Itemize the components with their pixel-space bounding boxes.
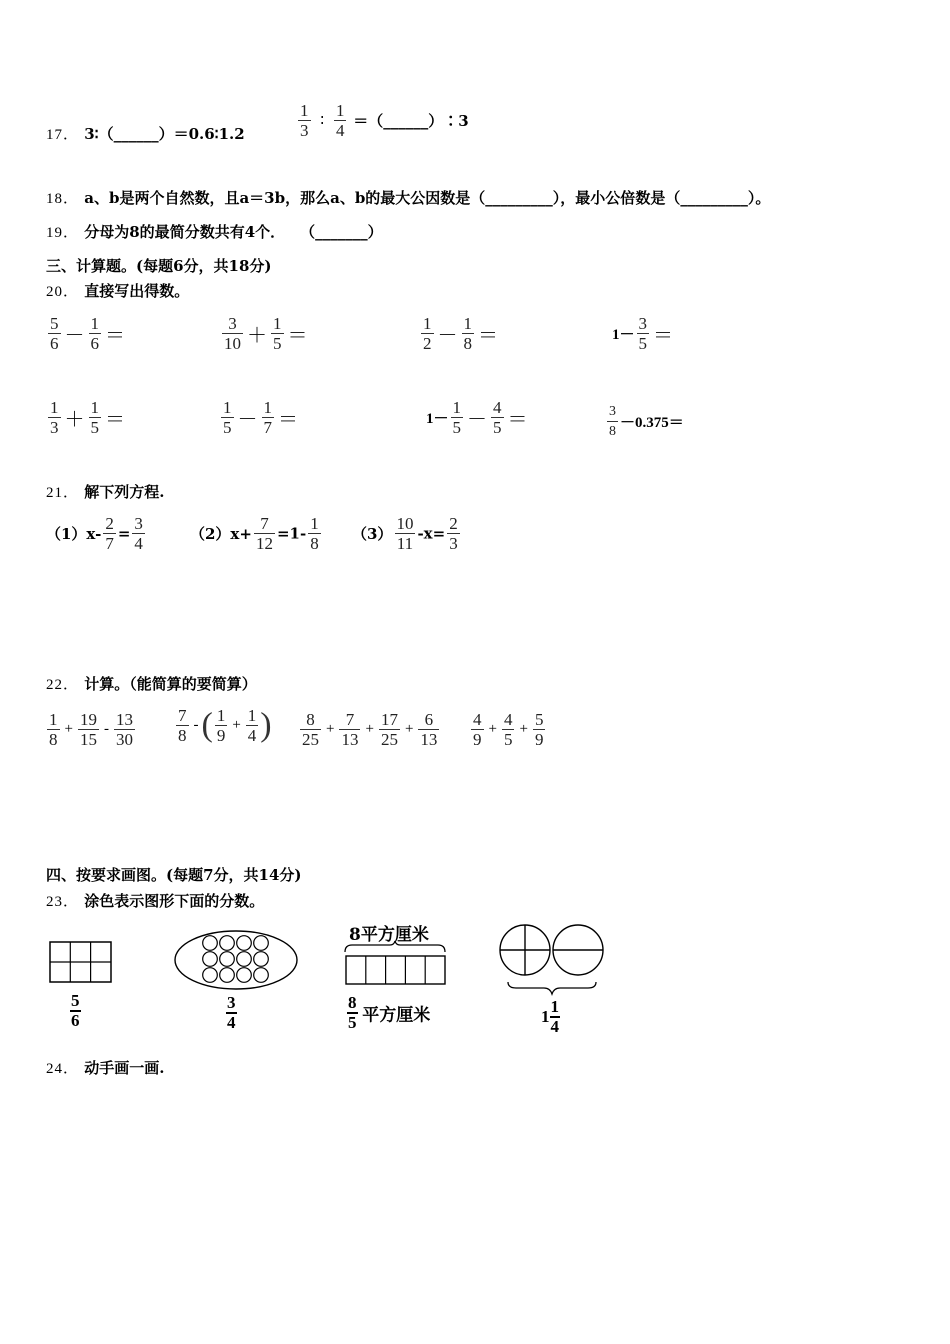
question-text: 分母为8的最简分数共有4个． （_______） bbox=[84, 223, 383, 241]
question-text: 计算。（能简算的要简算） bbox=[84, 675, 257, 693]
fig3-top-label: 8平方厘米 bbox=[349, 925, 429, 945]
equation-2: （2）x+ $\frac{7}{12}$ =1- $\frac{1}{8}$ bbox=[190, 514, 319, 553]
fraction: $\frac{3}{8}$ bbox=[609, 404, 616, 439]
fig1-fraction bbox=[70, 992, 81, 1030]
fraction: $\frac{1}{6}$ bbox=[90, 314, 99, 353]
fraction: $\frac{7}{12}$ bbox=[255, 514, 273, 553]
question-23 bbox=[46, 890, 264, 911]
calc-item: 1－ $\frac{1}{5}$ － $\frac{4}{5}$ ＝ bbox=[426, 398, 528, 437]
fraction: $\frac{1}{3}$ bbox=[300, 101, 309, 140]
equation-3: （3） $\frac{10}{11}$ -x= $\frac{2}{3}$ bbox=[352, 514, 458, 553]
section-heading-3: 三、计算题。(每题6分，共18分) bbox=[46, 257, 272, 275]
question-17 bbox=[46, 123, 245, 144]
question-text: 解下列方程. bbox=[84, 483, 165, 501]
calc-item: $\frac{3}{8}$ －0.375＝ bbox=[609, 404, 684, 439]
fraction: $\frac{2}{7}$ bbox=[105, 514, 114, 553]
ratio-blank-2: ＝（______）∶3 bbox=[353, 112, 469, 130]
question-number: 21． bbox=[46, 485, 80, 501]
fraction: $\frac{5}{6}$ bbox=[50, 314, 59, 353]
fraction: $\frac{1}{2}$ bbox=[423, 314, 432, 353]
fraction: $\frac{4}{5}$ bbox=[493, 398, 502, 437]
fraction: $\frac{3}{5}$ bbox=[638, 314, 648, 353]
question-number: 17． bbox=[46, 127, 80, 143]
question-20 bbox=[46, 280, 189, 301]
fraction: $\frac{5}{9}$ bbox=[534, 710, 544, 749]
question-number: 19． bbox=[46, 225, 80, 241]
fraction: $\frac{1}{4}$ bbox=[335, 101, 345, 140]
question-21 bbox=[46, 481, 164, 502]
fraction: $\frac{1}{8}$ bbox=[463, 314, 472, 353]
calc-expression-2: $\frac{7}{8}$ -( $\frac{1}{9}$ + $\frac{1}{4}$ ) bbox=[178, 706, 272, 745]
fraction: $\frac{13}{30}$ bbox=[115, 710, 133, 749]
fraction: $\frac{8}{5}$ bbox=[348, 993, 357, 1032]
fraction: $\frac{1}{5}$ bbox=[223, 398, 232, 437]
fraction: $\frac{2}{3}$ bbox=[449, 514, 458, 553]
fraction: $\frac{1}{7}$ bbox=[263, 398, 272, 437]
fig2-fraction bbox=[226, 994, 237, 1032]
fraction: $\frac{4}{9}$ bbox=[473, 710, 482, 749]
fraction: $\frac{1}{4}$ bbox=[247, 706, 257, 745]
fraction: $\frac{1}{8}$ bbox=[310, 514, 319, 553]
fig4-mixed-number: 1 $\frac{1}{4}$ bbox=[541, 997, 559, 1036]
calc-item: $\frac{5}{6}$ － $\frac{1}{6}$ ＝ bbox=[50, 314, 125, 353]
fraction: $\frac{8}{25}$ bbox=[302, 710, 319, 749]
fraction: $\frac{4}{5}$ bbox=[503, 710, 513, 749]
ratio-blank-1: 3∶（______）＝0.6∶1.2 bbox=[84, 125, 245, 143]
fig3-fraction: $\frac{8}{5}$ 平方厘米 bbox=[348, 993, 431, 1032]
question-text: 涂色表示图形下面的分数。 bbox=[84, 892, 265, 910]
calc-item: $\frac{3}{10}$ ＋ $\frac{1}{5}$ ＝ bbox=[224, 314, 308, 353]
calc-item: 1－ $\frac{3}{5}$ ＝ bbox=[612, 314, 674, 353]
calc-expression-1: $\frac{1}{8}$ + $\frac{19}{15}$ - $\frac{13}{30}$ bbox=[49, 710, 133, 749]
fraction: $\frac{1}{8}$ bbox=[49, 710, 58, 749]
question-number: 24． bbox=[46, 1061, 80, 1077]
question-19 bbox=[46, 221, 383, 242]
question-24 bbox=[46, 1057, 164, 1078]
fraction: $\frac{17}{25}$ bbox=[380, 710, 398, 749]
fraction: $\frac{1}{5}$ bbox=[273, 314, 282, 353]
fraction: $\frac{19}{15}$ bbox=[79, 710, 97, 749]
fraction: $\frac{6}{13}$ bbox=[420, 710, 438, 749]
strip-five-parts-figure bbox=[342, 940, 450, 988]
ellipse-circles-figure bbox=[172, 928, 302, 992]
calc-item: $\frac{1}{2}$ － $\frac{1}{8}$ ＝ bbox=[423, 314, 498, 353]
fraction: $\frac{3}{10}$ bbox=[224, 314, 241, 353]
fraction: $\frac{7}{13}$ bbox=[341, 710, 359, 749]
fraction: $\frac{1}{9}$ bbox=[216, 706, 226, 745]
question-number: 20． bbox=[46, 284, 80, 300]
question-22 bbox=[46, 673, 257, 694]
calc-expression-3: $\frac{8}{25}$ + $\frac{7}{13}$ + $\frac{17}{25}$ + $\frac{6}{13}$ bbox=[302, 710, 438, 749]
fraction: $\frac{1}{3}$ bbox=[50, 398, 59, 437]
fraction: $\frac{7}{8}$ bbox=[178, 706, 187, 745]
two-circles-figure bbox=[496, 922, 610, 1000]
question-text: a、b是两个自然数，且a＝3b，那么a、b的最大公因数是（_________），最小公倍数是（_________）。 bbox=[84, 189, 771, 207]
question-17-fraction-ratio: $\frac{1}{3}$ ∶ $\frac{1}{4}$ ＝（______）∶3 bbox=[300, 101, 469, 140]
calc-item: $\frac{1}{3}$ ＋ $\frac{1}{5}$ ＝ bbox=[50, 398, 125, 437]
question-18 bbox=[46, 187, 770, 208]
question-text: 动手画一画. bbox=[84, 1059, 165, 1077]
fraction: $\frac{3}{4}$ bbox=[227, 993, 236, 1032]
fraction: $\frac{5}{6}$ bbox=[71, 991, 80, 1030]
fraction: $\frac{1}{5}$ bbox=[452, 398, 462, 437]
fraction: $\frac{10}{11}$ bbox=[396, 514, 414, 553]
calc-expression-4: $\frac{4}{9}$ + $\frac{4}{5}$ + $\frac{5}{9}$ bbox=[473, 710, 544, 749]
fraction: $\frac{1}{5}$ bbox=[90, 398, 99, 437]
fraction: $\frac{1}{4}$ bbox=[550, 997, 559, 1036]
grid-rectangle-figure bbox=[48, 940, 114, 986]
fraction: $\frac{3}{4}$ bbox=[134, 514, 143, 553]
question-number: 18． bbox=[46, 191, 80, 207]
calc-item: $\frac{1}{5}$ － $\frac{1}{7}$ ＝ bbox=[223, 398, 298, 437]
question-text: 直接写出得数。 bbox=[84, 282, 190, 300]
section-heading-4: 四、按要求画图。(每题7分，共14分) bbox=[46, 866, 302, 884]
question-number: 23． bbox=[46, 894, 80, 910]
equation-1: （1）x- $\frac{2}{7}$ = $\frac{3}{4}$ bbox=[46, 514, 143, 553]
question-number: 22． bbox=[46, 677, 80, 693]
